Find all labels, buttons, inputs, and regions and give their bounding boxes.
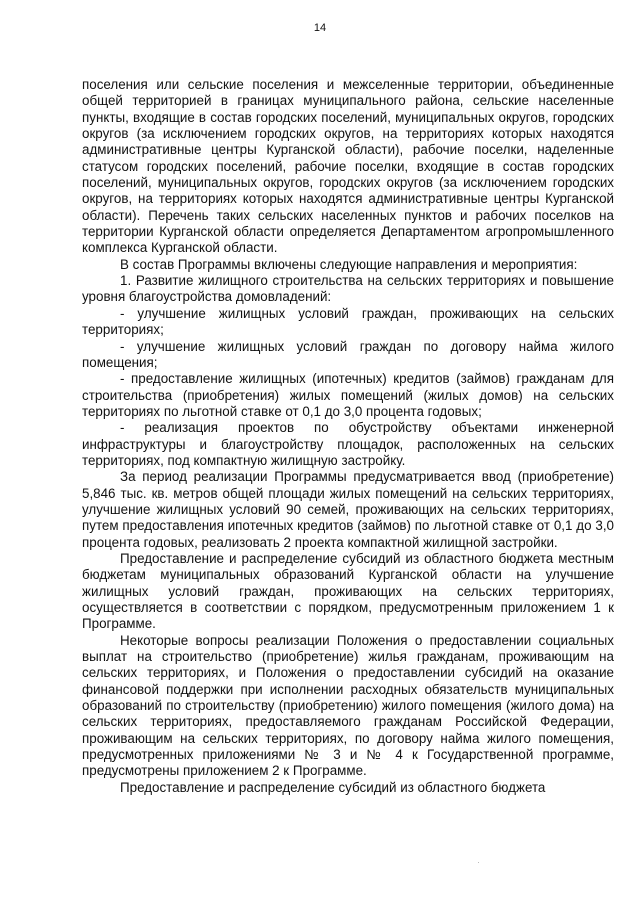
list-item-2: - улучшение жилищных условий граждан по договору найма жилого помещения; [82, 338, 614, 370]
list-item-4: - реализация проектов по обустройству объектами инженерной инфраструктуры и благоустройству площадок, расположенных на сельских территориях, под компактную жилищную застройку. [82, 420, 614, 468]
paragraph-2: В состав Программы включены следующие направления и мероприятия: [120, 256, 578, 272]
list-item-1: - улучшение жилищных условий граждан, проживающих на сельских территориях; [82, 305, 614, 338]
paragraph-4: За период реализации Программы предусматривается ввод (приобретение) 5,846 тыс. кв. метров общей площади жилых помещений на сельских территориях, улучшение жилищных условий 90 семей, проживающих на сельских территориях, путем предоставления ипотечных кредитов (займов) по льготной ставке от 0,1 до 3,0 процента годовых, реализовать 2 проекта компактной жилищной застройки. [82, 469, 614, 550]
page-number: 14 [313, 22, 327, 34]
paragraph-1: поселения или сельские поселения и межселенные территории, объединенные общей территорией в границах муниципального района, сельские населенные пункты, входящие в состав городских поселений, муниципальных округов, городских округов (за исключением городских округов, на территориях которых находятся административные центры Курганской области), рабочие поселки, наделенные статусом городских поселений, рабочие поселки, входящие в состав городских поселений, муниципальных округов, городских округов (за исключением городских округов, на территориях которых находятся административные центры Курганской области). Перечень таких сельских населенных пунктов и рабочих поселков на территории Курганской области определяется Департаментом агропромышленного комплекса Курганской области. [82, 77, 614, 256]
paragraph-3: 1. Развитие жилищного строительства на сельских территориях и повышение уровня благоустройства домовладений: [82, 273, 614, 305]
paragraph-6: Некоторые вопросы реализации Положения о предоставлении социальных выплат на строительство (приобретение) жилья гражданам, проживающим на сельских территориях, и Положения о предоставлении субсидий на оказание финансовой поддержки при исполнении расходных обязательств муниципальных образований по строительству (приобретению) жилого помещения (жилого дома) на сельских территориях, предоставляемого гражданам Российской Федерации, проживающим на сельских территориях, по договору найма жилого помещения, предусмотренных приложениями № 3 и № 4 к Государственной программе, предусмотрены приложением 2 к Программе. [82, 632, 614, 779]
list-item-3: - предоставление жилищных (ипотечных) кредитов (займов) гражданам для строительства (приобретения) жилых помещений (жилых домов) на сельских территориях по льготной ставке от 0,1 до 3,0 процента годовых; [82, 371, 614, 419]
paragraph-7: Предоставление и распределение субсидий из областного бюджета [120, 779, 546, 795]
document-body [82, 77, 614, 796]
scan-speck [478, 862, 479, 863]
paragraph-5: Предоставление и распределение субсидий из областного бюджета местным бюджетам муниципальных образований Курганской области на улучшение жилищных условий граждан, проживающих на сельских территориях, осуществляется в соответствии с порядком, предусмотренным приложением 1 к Программе. [82, 550, 614, 632]
